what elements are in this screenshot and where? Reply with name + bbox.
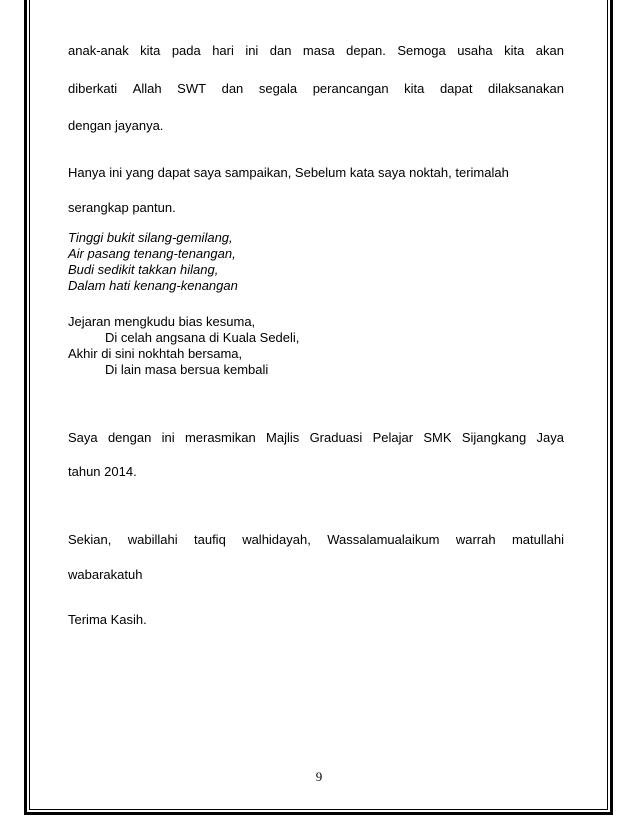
word: dapat [439,81,473,96]
word: Allah [132,81,162,96]
word: masa [302,43,335,58]
word: usaha [457,43,493,58]
pantun-1-line-3: Budi sedikit takkan hilang, [68,262,219,277]
word: kita [140,43,161,58]
word: Graduasi [309,430,363,445]
paragraph-3-line-1 [68,430,564,446]
word: dan [269,43,292,58]
pantun-2-line-2: Di celah angsana di Kuala Sedeli, [105,330,300,345]
paragraph-1-line-1 [68,43,564,59]
pantun-2-line-1: Jejaran mengkudu bias kesuma, [68,314,256,329]
word: anak-anak [68,43,129,58]
word: Sekian, [68,532,112,547]
word: merasmikan [184,430,256,445]
page-number: 9 [315,769,323,784]
paragraph-4-line-1 [68,532,564,548]
word: Sijangkang [461,430,527,445]
word: depan. [346,43,386,58]
paragraph-1-line-2 [68,81,564,97]
word: wabillahi [127,532,178,547]
word: Pelajar [372,430,414,445]
pantun-1-line-4: Dalam hati kenang-kenangan [68,278,238,293]
word: Saya [68,430,98,445]
word: dilaksanakan [488,81,564,96]
word: hari [212,43,234,58]
word: taufiq [194,532,226,547]
word: kita [504,43,525,58]
paragraph-4-line-2: wabarakatuh [68,567,143,582]
word: dengan [107,430,152,445]
paragraph-3-line-2: tahun 2014. [68,464,137,479]
word: segala [258,81,298,96]
word: ini [245,43,259,58]
word: Jaya [536,430,564,445]
pantun-2-line-4: Di lain masa bersua kembali [105,362,269,377]
word: pada [171,43,201,58]
paragraph-2-line-1: Hanya ini yang dapat saya sampaikan, Sebelum kata saya noktah, terimalah [68,165,509,180]
pantun-1-line-1: Tinggi bukit silang-gemilang, [68,230,233,245]
word: diberkati [68,81,118,96]
word: Semoga [397,43,446,58]
pantun-1-line-2: Air pasang tenang-tenangan, [68,246,236,261]
paragraph-2-line-2: serangkap pantun. [68,200,176,215]
word: Wassalamualaikum [327,532,440,547]
word: dan [221,81,244,96]
closing-text: Terima Kasih. [68,612,147,627]
word: SMK [423,430,452,445]
pantun-2-line-3: Akhir di sini nokhtah bersama, [68,346,243,361]
word: akan [535,43,564,58]
word: kita [404,81,425,96]
word: ini [161,430,175,445]
word: Majlis [266,430,300,445]
paragraph-1-line-3: dengan jayanya. [68,118,164,133]
word: walhidayah, [242,532,311,547]
word: perancangan [312,81,389,96]
word: matullahi [511,532,564,547]
word: SWT [177,81,207,96]
word: warrah [455,532,496,547]
